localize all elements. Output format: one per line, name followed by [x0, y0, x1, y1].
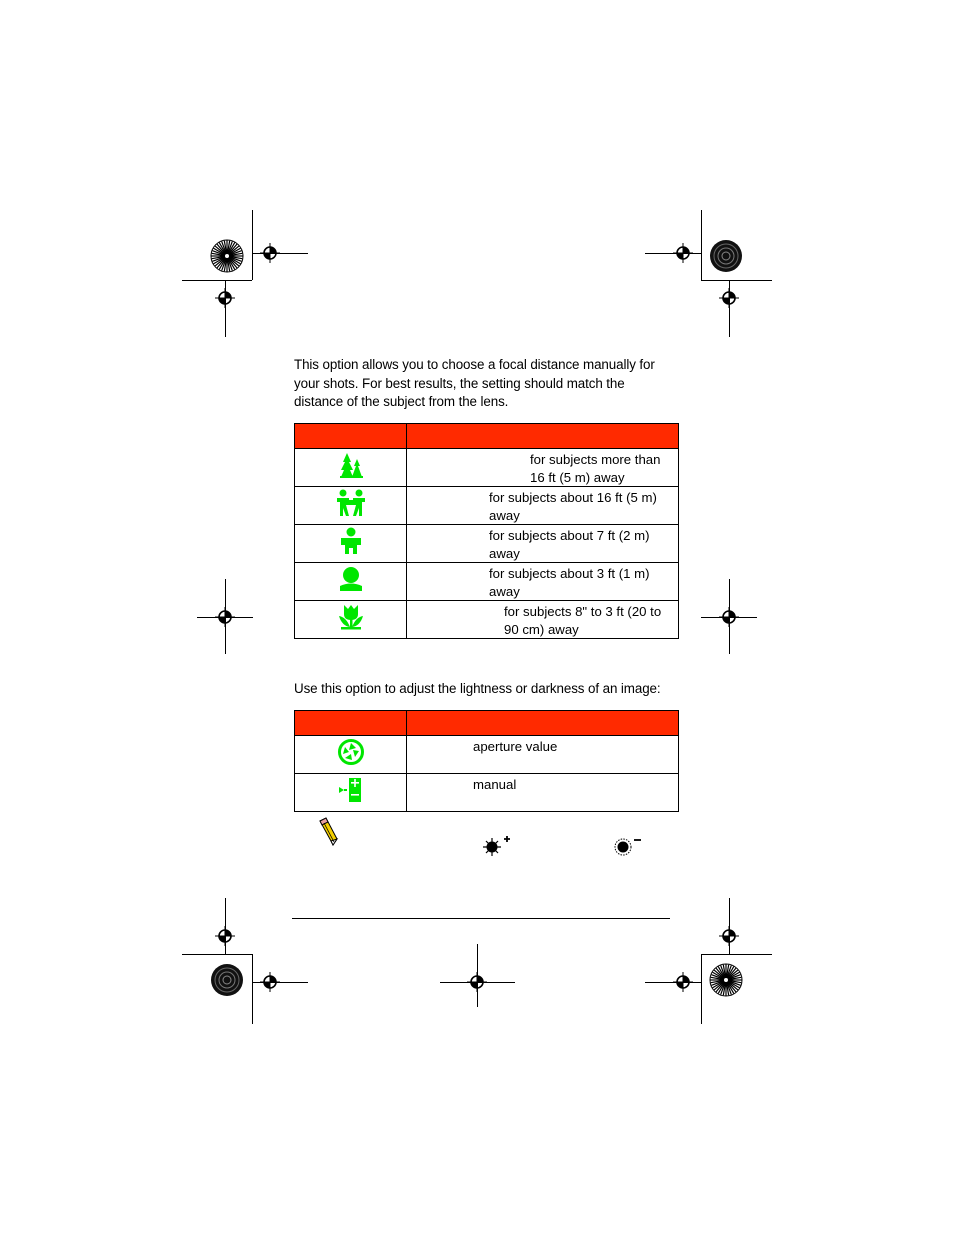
focus-options-table	[294, 423, 679, 639]
option-description: for subjects 8" to 3 ft (20 to 90 cm) away	[504, 604, 662, 637]
option-description: for subjects about 3 ft (1 m) away	[489, 566, 650, 599]
footer-rule	[292, 918, 670, 919]
brightness-minus-icon	[613, 836, 643, 858]
portrait-icon	[336, 564, 366, 594]
landscape-trees-icon	[336, 450, 366, 480]
starburst-target-icon	[709, 963, 743, 997]
macro-flower-icon	[336, 602, 366, 632]
option-description: for subjects about 16 ft (5 m) away	[489, 490, 657, 523]
pencil-note-icon	[316, 817, 340, 847]
table-row	[295, 563, 679, 601]
option-description: for subjects about 7 ft (2 m) away	[489, 528, 650, 561]
table-header-row	[295, 424, 679, 449]
table-header-cell	[407, 424, 679, 449]
person-icon	[336, 526, 366, 556]
option-description: aperture value	[473, 739, 558, 754]
exposure-intro-paragraph: Use this option to adjust the lightness or darkness of an image:	[294, 681, 661, 696]
table-header-cell	[295, 424, 407, 449]
table-row	[295, 774, 679, 812]
aperture-icon	[337, 738, 365, 766]
exposure-options-table	[294, 710, 679, 812]
concentric-target-icon	[709, 239, 743, 273]
table-row	[295, 487, 679, 525]
focus-intro-paragraph: This option allows you to choose a focal distance manually for your shots. For best results, the setting should match the distance of the subject from the lens.	[294, 357, 655, 409]
table-row	[295, 449, 679, 487]
brightness-plus-icon	[482, 836, 512, 858]
option-description: manual	[473, 777, 517, 792]
group-people-icon	[334, 488, 368, 518]
option-description: for subjects more than 16 ft (5 m) away	[530, 452, 661, 485]
manual-exposure-icon	[337, 776, 365, 804]
table-header-cell	[295, 711, 407, 736]
concentric-target-icon	[210, 963, 244, 997]
table-row	[295, 525, 679, 563]
table-header-row	[295, 711, 679, 736]
table-row	[295, 736, 679, 774]
starburst-target-icon	[210, 239, 244, 273]
table-row	[295, 601, 679, 639]
table-header-cell	[407, 711, 679, 736]
